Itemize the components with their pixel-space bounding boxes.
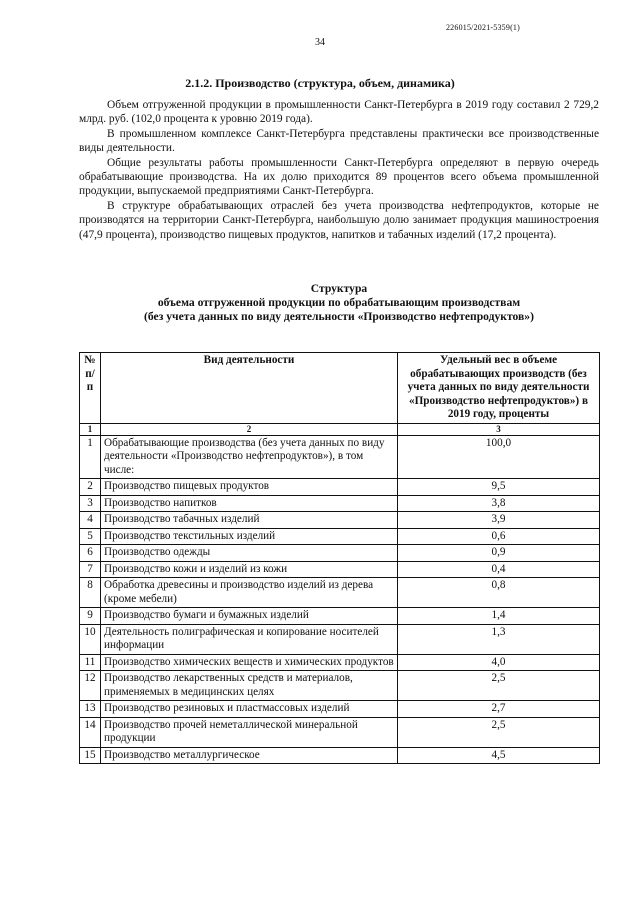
- table-title-line: Структура: [310, 282, 368, 295]
- row-activity: Обрабатывающие производства (без учета данных по виду деятельности «Производство нефтепродуктов»), в том числе:: [101, 435, 398, 479]
- section-heading: 2.1.2. Производство (структура, объем, динамика): [185, 76, 455, 90]
- row-number: 15: [80, 747, 101, 764]
- row-share-value: 0,8: [398, 578, 600, 608]
- row-number: 6: [80, 545, 101, 562]
- table-row: [80, 479, 600, 496]
- row-share-value: 9,5: [398, 479, 600, 496]
- table-title-line: (без учета данных по виду деятельности «Производство нефтепродуктов»): [144, 310, 534, 323]
- row-number: 8: [80, 578, 101, 608]
- table-row: [80, 578, 600, 608]
- row-share-value: 3,8: [398, 495, 600, 512]
- paragraph: В промышленном комплексе Санкт-Петербурга представлены практически все производственные виды деятельности.: [79, 127, 599, 155]
- table-row: [80, 671, 600, 701]
- table-body: [80, 435, 600, 764]
- row-activity: Производство пищевых продуктов: [101, 479, 398, 496]
- table-row: [80, 545, 600, 562]
- table-row: [80, 717, 600, 747]
- table-header-row: [80, 353, 600, 424]
- column-number: 3: [398, 423, 600, 435]
- row-activity: Производство одежды: [101, 545, 398, 562]
- row-share-value: 4,0: [398, 654, 600, 671]
- table-row: [80, 747, 600, 764]
- row-number: 9: [80, 608, 101, 625]
- row-share-value: 4,5: [398, 747, 600, 764]
- row-activity: Производство резиновых и пластмассовых изделий: [101, 701, 398, 718]
- paragraph: Общие результаты работы промышленности Санкт-Петербурга определяют в первую очередь обрабатывающие производства. На их долю приходится 89 процентов всего объема промышленной продукции, выпускаемой предприятиями Санкт-Петербурга.: [79, 156, 599, 198]
- table-row: [80, 495, 600, 512]
- table-row: [80, 608, 600, 625]
- row-share-value: 2,5: [398, 717, 600, 747]
- row-number: 4: [80, 512, 101, 529]
- column-number: 1: [80, 423, 101, 435]
- paragraph: Объем отгруженной продукции в промышленности Санкт-Петербурга в 2019 году составил 2 729,2 млрд. руб. (102,0 процента к уровню 2019 года).: [79, 99, 599, 126]
- table-row: [80, 701, 600, 718]
- row-share-value: 0,6: [398, 528, 600, 545]
- table-row: [80, 435, 600, 479]
- row-number: 11: [80, 654, 101, 671]
- row-activity: Производство бумаги и бумажных изделий: [101, 608, 398, 625]
- row-activity: Производство металлургическое: [101, 747, 398, 764]
- row-number: 7: [80, 561, 101, 578]
- row-activity: Производство прочей неметаллической минеральной продукции: [101, 717, 398, 747]
- row-number: 10: [80, 624, 101, 654]
- row-share-value: 0,9: [398, 545, 600, 562]
- header-activity: Вид деятельности: [101, 353, 398, 424]
- table-row: [80, 561, 600, 578]
- table-title-line: объема отгруженной продукции по обрабатывающим производствам: [157, 296, 521, 309]
- row-number: 3: [80, 495, 101, 512]
- row-activity: Производство химических веществ и химических продуктов: [101, 654, 398, 671]
- row-number: 14: [80, 717, 101, 747]
- row-share-value: 1,4: [398, 608, 600, 625]
- column-numbers-row: [80, 423, 600, 435]
- row-share-value: 100,0: [398, 435, 600, 479]
- row-number: 5: [80, 528, 101, 545]
- paragraph: В структуре обрабатывающих отраслей без учета производства нефтепродуктов, которые не производятся на территории Санкт-Петербурга, наибольшую долю занимает продукция машиностроения (47,9 процента), производство пищевых продуктов, напитков и табачных изделий (17,2 процента).: [79, 199, 599, 241]
- row-number: 2: [80, 479, 101, 496]
- row-share-value: 2,7: [398, 701, 600, 718]
- row-share-value: 3,9: [398, 512, 600, 529]
- structure-table: [79, 352, 600, 764]
- row-activity: Деятельность полиграфическая и копирование носителей информации: [101, 624, 398, 654]
- row-activity: Производство лекарственных средств и материалов, применяемых в медицинских целях: [101, 671, 398, 701]
- row-number: 12: [80, 671, 101, 701]
- row-number: 13: [80, 701, 101, 718]
- document-id: 226015/2021-5359(1): [445, 23, 520, 32]
- row-share-value: 1,3: [398, 624, 600, 654]
- header-share: Удельный вес в объеме обрабатывающих производств (без учета данных по виду деятельности «Производство нефтепродуктов») в 2019 году, проценты: [398, 353, 600, 424]
- column-number: 2: [101, 423, 398, 435]
- row-share-value: 2,5: [398, 671, 600, 701]
- table-row: [80, 528, 600, 545]
- table-row: [80, 654, 600, 671]
- row-activity: Производство табачных изделий: [101, 512, 398, 529]
- row-activity: Обработка древесины и производство изделий из дерева (кроме мебели): [101, 578, 398, 608]
- table-row: [80, 512, 600, 529]
- row-activity: Производство кожи и изделий из кожи: [101, 561, 398, 578]
- header-num: № п/п: [80, 353, 101, 424]
- body-text: [79, 98, 599, 242]
- table-row: [80, 624, 600, 654]
- row-number: 1: [80, 435, 101, 479]
- row-activity: Производство напитков: [101, 495, 398, 512]
- row-share-value: 0,4: [398, 561, 600, 578]
- row-activity: Производство текстильных изделий: [101, 528, 398, 545]
- table-title: [79, 282, 599, 324]
- page-number: 34: [315, 37, 325, 48]
